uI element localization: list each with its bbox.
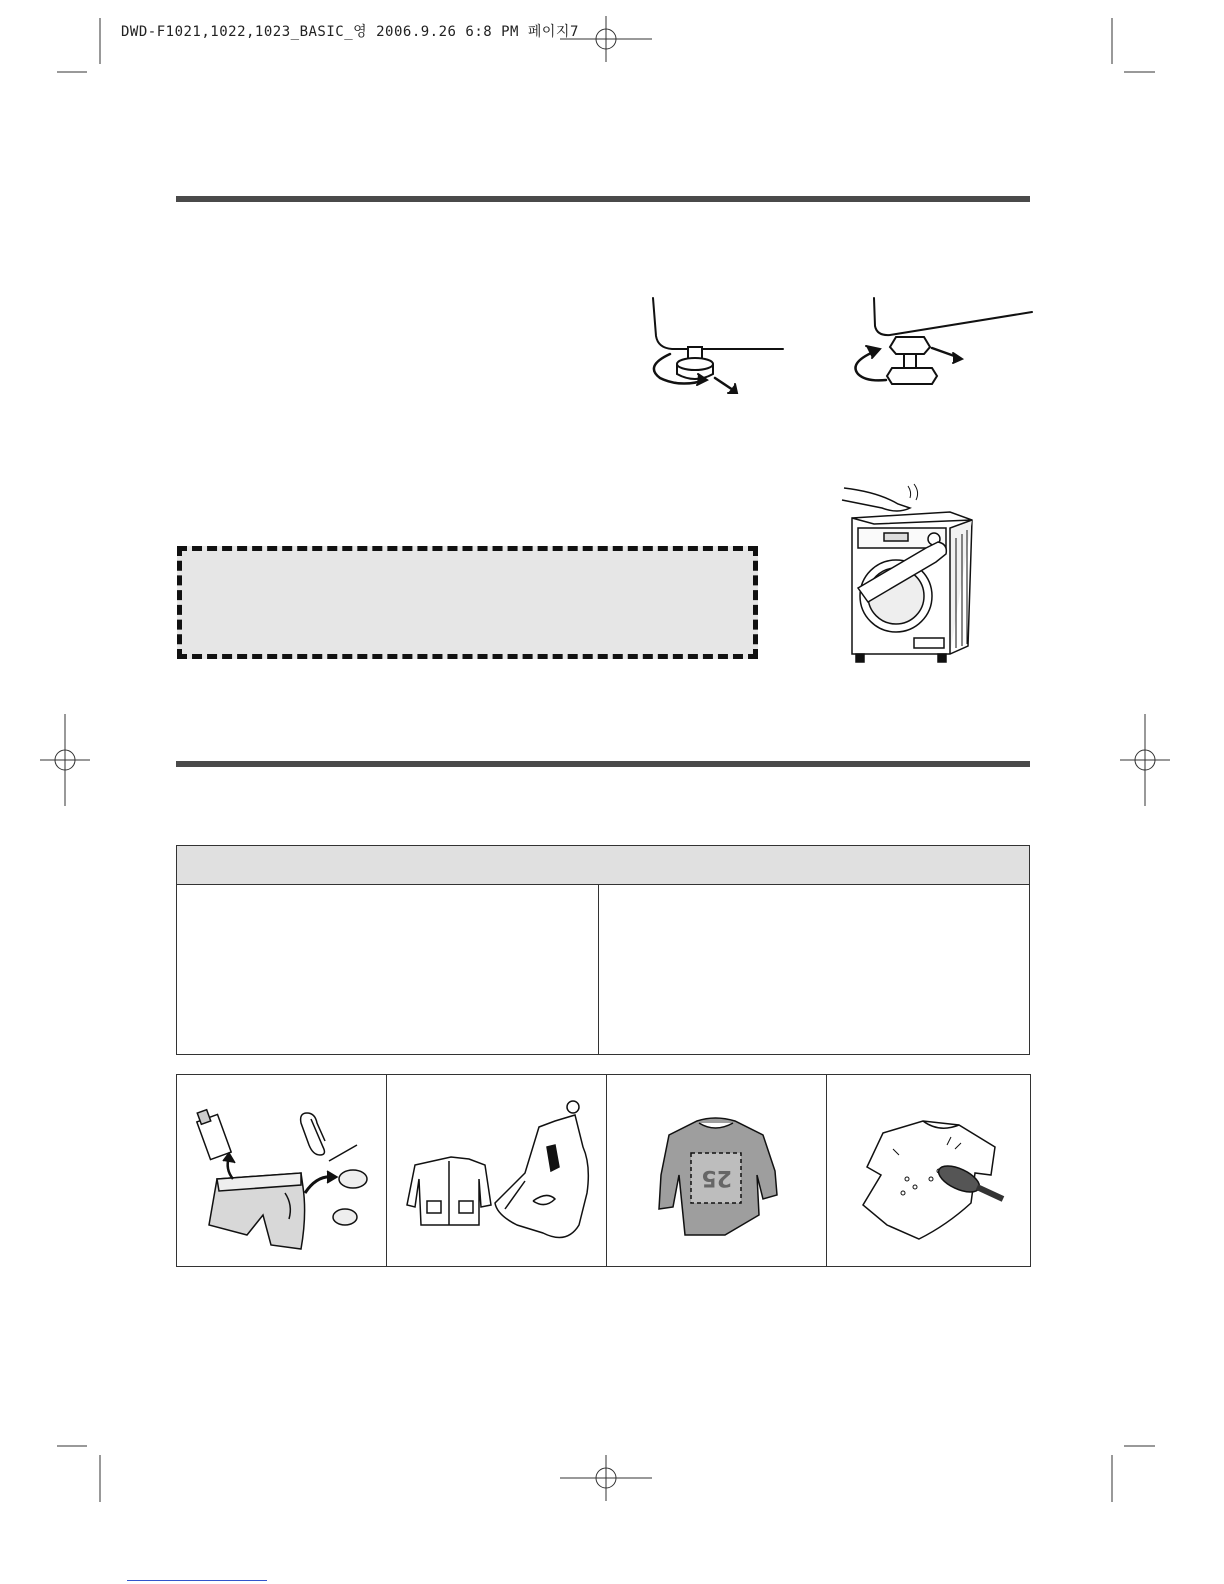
registration-mark-icon [560,1455,652,1501]
section-divider-middle [176,761,1030,767]
brush-off-dirt-illustration [827,1075,1035,1266]
table-column-divider [598,884,599,1054]
fasten-ties-illustration [387,1075,607,1266]
registration-mark-icon [40,714,90,806]
empty-pockets-illustration [177,1075,387,1266]
registration-mark-icon [560,16,652,62]
laundry-tips-illustrations [176,1074,1031,1267]
washer-rocking-check [838,478,978,668]
registration-mark-icon [1120,714,1170,806]
footer-link-underline [127,1580,267,1581]
section-divider-top [176,196,1030,202]
table-header-row [177,846,1029,885]
print-header: DWD-F1021,1022,1023_BASIC_영 2006.9.26 6:8 PM 페이지7 [121,24,579,40]
leveling-feet-diagram [640,292,1035,404]
svg-text:25: 25 [701,1165,732,1190]
info-table [176,845,1030,1055]
warning-box [177,546,758,659]
turn-inside-out-illustration [607,1075,827,1266]
